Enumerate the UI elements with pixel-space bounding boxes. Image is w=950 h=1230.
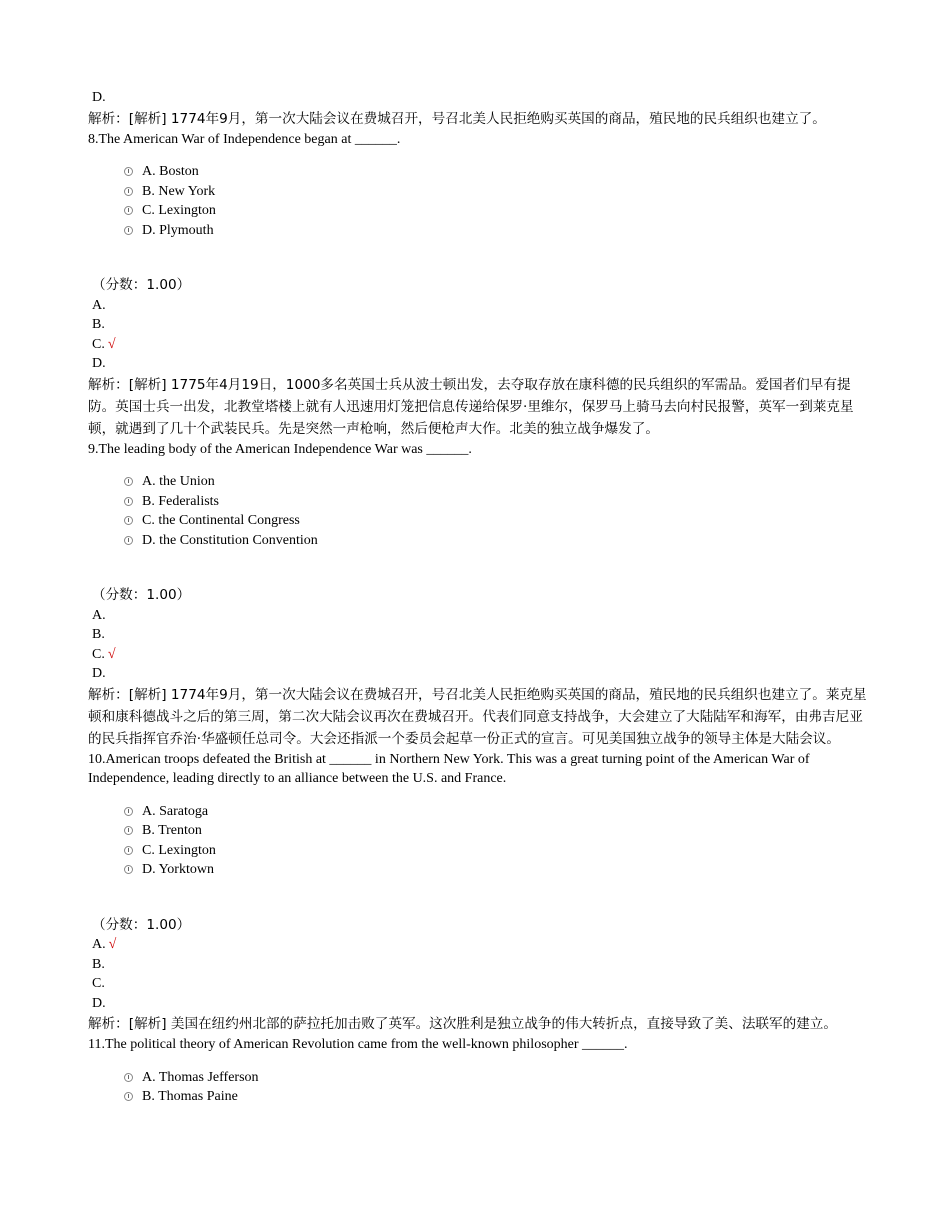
radio-button-icon[interactable]: [124, 536, 133, 545]
radio-button-icon[interactable]: [124, 206, 133, 215]
question-list: [88, 130, 868, 1107]
option-label: A. Boston: [142, 164, 199, 179]
option-item[interactable]: [124, 182, 868, 202]
option-label: B. New York: [142, 183, 216, 199]
option-label: C. Lexington: [142, 842, 216, 858]
option-item[interactable]: [124, 492, 868, 512]
question-text: 11.The political theory of American Revolution came from the well-known philosopher ______.: [88, 1037, 628, 1052]
radio-button-icon[interactable]: [124, 516, 133, 525]
option-item[interactable]: [124, 531, 868, 551]
option-item[interactable]: [124, 821, 868, 841]
option-label: C. the Continental Congress: [142, 513, 300, 528]
correct-check-icon: √: [107, 646, 116, 662]
prev-answer-d: D.: [92, 90, 106, 105]
correct-check-icon: √: [108, 937, 117, 952]
answer-letter: B.: [92, 627, 105, 642]
radio-button-icon[interactable]: [124, 167, 133, 176]
question-text: 9.The leading body of the American Independence War was ______.: [88, 441, 472, 457]
option-item[interactable]: [124, 162, 868, 182]
answer-letter: C.: [92, 976, 105, 991]
radio-button-icon[interactable]: [124, 187, 133, 196]
option-item[interactable]: [124, 1087, 868, 1107]
exam-page: [88, 88, 868, 1107]
option-list: [124, 802, 868, 880]
answer-choice: [88, 664, 868, 684]
option-label: D. Plymouth: [142, 222, 214, 238]
answer-letter: A.: [92, 297, 106, 313]
answer-choice: [88, 354, 868, 374]
radio-button-icon[interactable]: [124, 807, 133, 816]
answer-choice: [88, 315, 868, 335]
answer-choice: [88, 625, 868, 645]
answer-choice: [88, 296, 868, 316]
answer-choice: [88, 645, 868, 665]
option-label: B. Trenton: [142, 823, 202, 838]
answer-letter: D.: [92, 995, 106, 1011]
option-item[interactable]: [124, 472, 868, 492]
answer-letter: B.: [92, 956, 105, 972]
option-label: A. Saratoga: [142, 803, 209, 819]
answer-choice: [88, 335, 868, 355]
answer-letter: D.: [92, 666, 106, 681]
radio-button-icon[interactable]: [124, 226, 133, 235]
option-list: [124, 162, 868, 240]
answer-letter: B.: [92, 317, 105, 332]
radio-button-icon[interactable]: [124, 865, 133, 874]
option-label: C. Lexington: [142, 203, 216, 218]
option-label: B. Federalists: [142, 493, 219, 509]
analysis-text: 解析：[解析] 1774年9月，第一次大陆会议在费城召开，号召北美人民拒绝购买英国的商品，殖民地的民兵组织也建立了。莱克星顿和康科德战斗之后的第三周，第二次大陆会议再次在费城召开。代表们同意支持战争，大会建立了大陆陆军和海军，由弗吉尼亚的民兵指挥官乔治·华盛顿任总司令。大会还指派一个委员会起草一份正式的宣言。可见美国独立战争的领导主体是大陆会议。: [88, 686, 867, 747]
score-label: （分数：1.00）: [92, 587, 191, 603]
question-block: [88, 750, 868, 1036]
radio-button-icon[interactable]: [124, 477, 133, 486]
option-item[interactable]: [124, 802, 868, 822]
option-label: A. Thomas Jefferson: [142, 1069, 259, 1085]
option-item[interactable]: [124, 860, 868, 880]
prev-analysis: 解析：[解析] 1774年9月，第一次大陆会议在费城召开，号召北美人民拒绝购买英国的商品，殖民地的民兵组织也建立了。: [88, 110, 826, 127]
answer-choice: [88, 994, 868, 1014]
radio-button-icon[interactable]: [124, 1092, 133, 1101]
question-text: 8.The American War of Independence began at ______.: [88, 131, 401, 147]
option-label: D. Yorktown: [142, 862, 214, 877]
option-label: D. the Constitution Convention: [142, 532, 318, 548]
question-block: [88, 440, 868, 750]
option-item[interactable]: [124, 1068, 868, 1088]
radio-button-icon[interactable]: [124, 826, 133, 835]
option-list: [124, 1068, 868, 1107]
question-text: 10.American troops defeated the British at ______ in Northern New York. This was a great turning point of the American War of Independence, leading directly to an alliance between the U.S. and France.: [88, 751, 810, 786]
answer-letter: C.: [92, 336, 105, 352]
analysis-text: 解析：[解析] 1775年4月19日，1000多名英国士兵从波士顿出发，去夺取存放在康科德的民兵组织的军需品。爱国者们早有提防。英国士兵一出发，北教堂塔楼上就有人迅速用灯笼把信息传递给保罗·里维尔，保罗马上骑马去向村民报警，英军一到莱克星顿，就遇到了几十个武装民兵。先是突然一声枪响，然后便枪声大作。北美的独立战争爆发了。: [88, 376, 854, 437]
radio-button-icon[interactable]: [124, 1073, 133, 1082]
score-label: （分数：1.00）: [92, 916, 191, 933]
answer-letter: C.: [92, 646, 105, 662]
option-item[interactable]: [124, 511, 868, 531]
question-block: [88, 130, 868, 440]
option-item[interactable]: [124, 201, 868, 221]
option-item[interactable]: [124, 221, 868, 241]
question-block: [88, 1035, 868, 1107]
option-label: A. the Union: [142, 474, 215, 489]
answer-choice: [88, 935, 868, 955]
answer-choice: [88, 606, 868, 626]
option-item[interactable]: [124, 841, 868, 861]
score-label: （分数：1.00）: [92, 277, 191, 293]
option-label: B. Thomas Paine: [142, 1089, 238, 1104]
answer-letter: D.: [92, 356, 106, 371]
radio-button-icon[interactable]: [124, 497, 133, 506]
answer-letter: A.: [92, 937, 106, 952]
answer-choice: [88, 955, 868, 975]
correct-check-icon: √: [107, 336, 116, 352]
option-list: [124, 472, 868, 550]
answer-choice: [88, 974, 868, 994]
radio-button-icon[interactable]: [124, 846, 133, 855]
answer-letter: A.: [92, 607, 106, 623]
analysis-text: 解析：[解析] 美国在纽约州北部的萨拉托加击败了英军。这次胜利是独立战争的伟大转折点，直接导致了美、法联军的建立。: [88, 1016, 837, 1032]
